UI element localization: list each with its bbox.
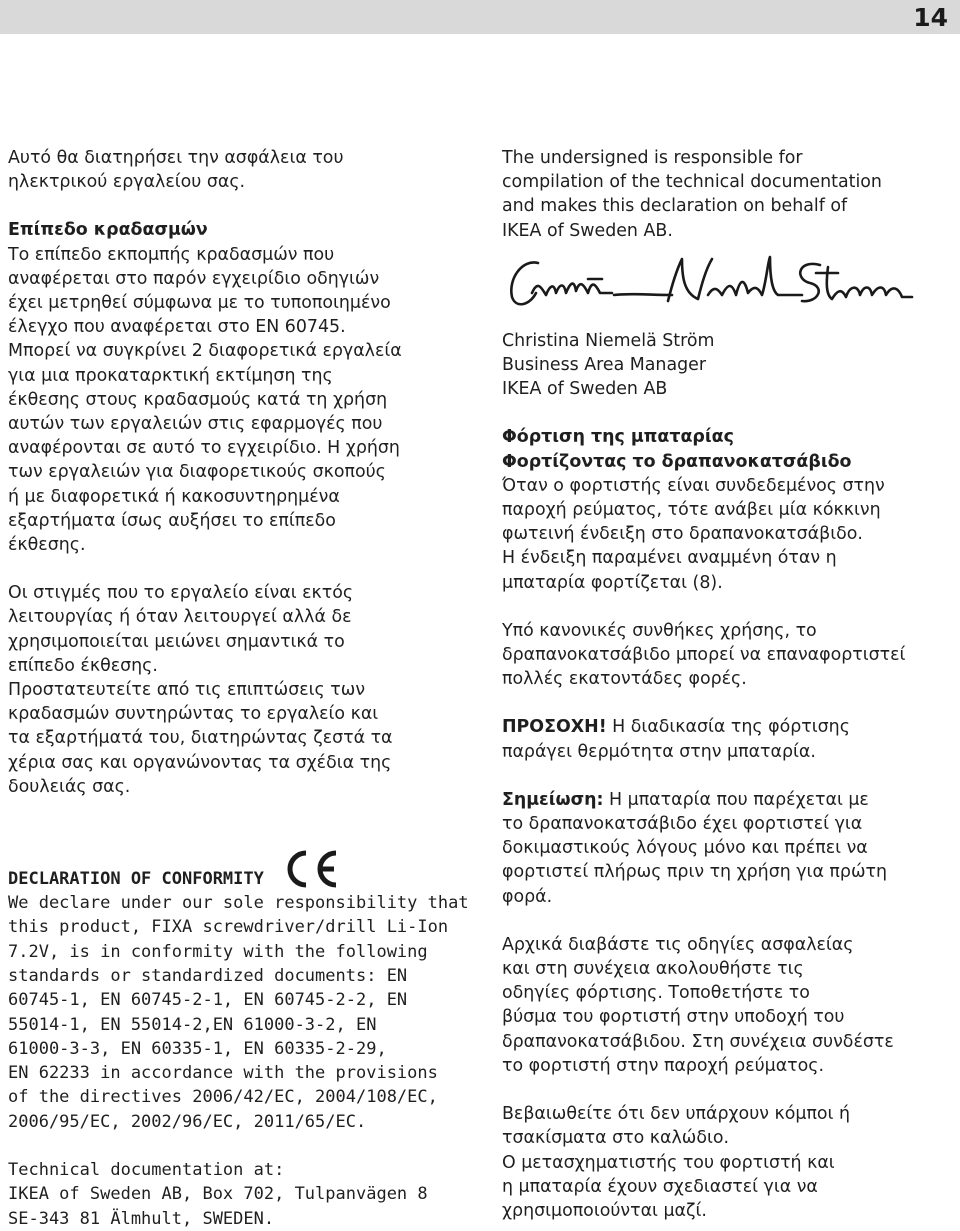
text-line: of the directives 2006/42/EC, 2004/108/EC,	[8, 1087, 438, 1108]
cable-paragraph	[502, 1102, 952, 1223]
text-line: Ο μετασχηματιστής του φορτιστή και	[502, 1152, 835, 1173]
page-header-bar	[0, 0, 960, 34]
technical-documentation	[8, 1158, 478, 1231]
text-line: τσακίσματα στο καλώδιο.	[502, 1128, 730, 1149]
text-line: παράγει θερμότητα στην μπαταρία.	[502, 741, 816, 762]
vibration-heading: Επίπεδο κραδασμών	[8, 220, 208, 241]
vibration-section	[8, 218, 478, 557]
text-line: τα εξαρτήματά του, διατηρώντας ζεστά τα	[8, 728, 393, 749]
text-line: We declare under our sole responsibility that	[8, 893, 469, 914]
text-line: χέρια σας και οργανώνοντας τα σχέδια της	[8, 752, 392, 773]
text-line: έκθεσης.	[8, 535, 86, 556]
text-line: εξαρτήματα ίσως αυξήσει το επίπεδο	[8, 510, 336, 531]
text-line: Το επίπεδο εκπομπής κραδασμών που	[8, 244, 335, 265]
text-line: η μπαταρία έχουν σχεδιαστεί για να	[502, 1176, 818, 1197]
charging-section	[502, 425, 952, 594]
text-line: έλεγχο που αναφέρεται στο EN 60745.	[8, 317, 346, 338]
text-line: this product, FIXA screwdriver/drill Li-Ion	[8, 917, 449, 938]
text-line: EN 62233 in accordance with the provisions	[8, 1063, 438, 1084]
text-line: φορτιστεί πλήρως πριν τη χρήση για πρώτη	[502, 862, 887, 883]
text-line: 61000-3-3, EN 60335-1, EN 60335-2-29,	[8, 1038, 387, 1059]
text-line: και στη συνέχεια ακολουθήστε τις	[502, 959, 804, 980]
text-line: Η ένδειξη παραμένει αναμμένη όταν η	[502, 548, 837, 569]
instructions-paragraph	[502, 933, 952, 1078]
signatory-block	[502, 329, 952, 402]
right-column	[502, 146, 952, 1223]
signature-image	[502, 249, 922, 325]
text-line: 2006/95/EC, 2002/96/EC, 2011/65/EC.	[8, 1111, 367, 1132]
text-line: Όταν ο φορτιστής είναι συνδεδεμένος στην	[502, 475, 885, 496]
text-line: μπαταρία φορτίζεται (8).	[502, 572, 723, 593]
text-line: IKEA of Sweden AB, Box 702, Tulpanvägen 8	[8, 1184, 428, 1205]
note-paragraph	[502, 788, 952, 909]
text-line: αναφέρεται στο παρόν εγχειρίδιο οδηγιών	[8, 268, 380, 289]
text-line: ηλεκτρικού εργαλείου σας.	[8, 172, 246, 193]
text-line: Βεβαιωθείτε ότι δεν υπάρχουν κόμποι ή	[502, 1104, 850, 1125]
text-line: Η διαδικασία της φόρτισης	[606, 717, 850, 738]
text-line: Προστατευτείτε από τις επιπτώσεις των	[8, 680, 366, 701]
text-line: 7.2V, is in conformity with the following	[8, 941, 428, 962]
text-line: δραπανοκατσάβιδου. Στη συνέχεια συνδέστε	[502, 1031, 894, 1052]
text-line: standards or standardized documents: EN	[8, 965, 408, 986]
declaration-title: DECLARATION OF CONFORMITY	[8, 868, 264, 889]
text-line: το φορτιστή στην παροχή ρεύματος.	[502, 1055, 825, 1076]
text-line: The undersigned is responsible for	[502, 148, 803, 168]
text-line: παροχή ρεύματος, τότε ανάβει μία κόκκινη	[502, 500, 881, 521]
warning-label: ΠΡΟΣΟΧΗ!	[502, 717, 607, 738]
undersigned-paragraph	[502, 146, 952, 243]
signatory-company: IKEA of Sweden AB	[502, 379, 668, 400]
text-line: 55014-1, EN 55014-2,EN 61000-3-2, EN	[8, 1014, 377, 1035]
text-line: επίπεδο έκθεσης.	[8, 655, 158, 676]
text-line: κραδασμών συντηρώντας το εργαλείο και	[8, 704, 379, 725]
note-label: Σημείωση:	[502, 789, 604, 810]
text-line: ή με διαφορετικά ή κακοσυντηρημένα	[8, 486, 340, 507]
text-line: Αρχικά διαβάστε τις οδηγίες ασφαλείας	[502, 934, 854, 955]
text-line: Αυτό θα διατηρήσει την ασφάλεια του	[8, 148, 344, 168]
text-line: φορά.	[502, 886, 553, 907]
text-line: πολλές εκατοντάδες φορές.	[502, 669, 747, 690]
text-line: Μπορεί να συγκρίνει 2 διαφορετικά εργαλεία	[8, 341, 402, 362]
text-line: SE-343 81 Älmhult, SWEDEN.	[8, 1208, 275, 1229]
text-line: IKEA of Sweden AB.	[502, 220, 673, 241]
text-line: 60745-1, EN 60745-2-1, EN 60745-2-2, EN	[8, 990, 408, 1011]
text-line: and makes this declaration on behalf of	[502, 196, 848, 217]
charging-heading: Φόρτιση της μπαταρίας	[502, 427, 734, 448]
declaration-heading-row	[8, 847, 478, 891]
text-line: αυτών των εργαλειών στις εφαρμογές που	[8, 414, 383, 435]
text-line: έχει μετρηθεί σύμφωνα με το τυποποιημένο	[8, 293, 391, 314]
text-line: των εργαλειών για διαφορετικούς σκοπούς	[8, 462, 386, 483]
signatory-name: Christina Niemelä Ström	[502, 330, 715, 351]
text-line: οδηγίες φόρτισης. Τοποθετήστε το	[502, 983, 810, 1004]
text-line: δραπανοκατσάβιδο μπορεί να επαναφορτιστεί	[502, 645, 906, 666]
text-line: Η μπαταρία που παρέχεται με	[603, 789, 869, 810]
text-line: compilation of the technical documentation	[502, 172, 882, 193]
text-line: έκθεσης στους κραδασμούς κατά τη χρήση	[8, 389, 388, 410]
text-line: δουλειάς σας.	[8, 776, 131, 797]
text-line: χρησιμοποιείται μειώνει σημαντικά το	[8, 631, 345, 652]
left-column	[8, 146, 478, 1231]
text-line: Οι στιγμές που το εργαλείο είναι εκτός	[8, 583, 354, 604]
text-line: Υπό κανονικές συνθήκες χρήσης, το	[502, 620, 817, 641]
text-line: για μια προκαταρκτική εκτίμηση της	[8, 365, 333, 386]
text-line: Technical documentation at:	[8, 1160, 285, 1181]
exposure-paragraph	[8, 581, 478, 799]
declaration-body	[8, 891, 478, 1134]
text-line: βύσμα του φορτιστή στην υποδοχή του	[502, 1007, 845, 1028]
text-line: αναφέρονται σε αυτό το εγχειρίδιο. Η χρήση	[8, 438, 400, 459]
text-line: δοκιμαστικούς λόγους μόνο και πρέπει να	[502, 838, 868, 859]
ce-mark-icon	[278, 847, 344, 891]
text-line: λειτουργίας ή όταν λειτουργεί αλλά δε	[8, 607, 352, 628]
text-line: φωτεινή ένδειξη στο δραπανοκατσάβιδο.	[502, 524, 863, 545]
recharge-paragraph	[502, 619, 952, 692]
text-line: το δραπανοκατσάβιδο έχει φορτιστεί για	[502, 814, 863, 835]
charging-subheading: Φορτίζοντας το δραπανοκατσάβιδο	[502, 451, 852, 472]
signatory-title: Business Area Manager	[502, 355, 706, 376]
safety-paragraph	[8, 146, 478, 194]
text-line: χρησιμοποιούνται μαζί.	[502, 1200, 707, 1221]
warning-paragraph	[502, 715, 952, 763]
page-number: 14	[913, 2, 948, 32]
